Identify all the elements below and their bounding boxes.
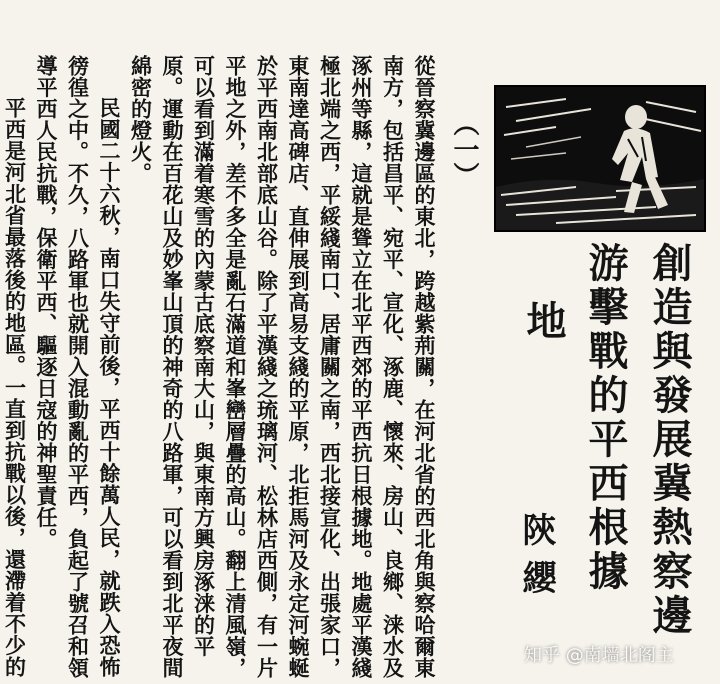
article-body xyxy=(2,55,440,680)
woodcut-illustration xyxy=(494,85,706,232)
paragraph-1: 從晉察冀邊區的東北，跨越紫荊關，在河北省的西北角與察哈爾東南方，包括昌平、宛平、宣化、涿鹿、懷來、房山、良鄉、涞水及涿州等縣，這就是聳立在北平西郊的平西抗日根據地。地處平漢綫極北端之西，平綏綫南口、居庸關之南，西北接宣化、出張家口，東南達高碑店、直伸展到高易支綫的平原，北拒馬河及永定河蜿蜒於平西南北部底山谷。除了平漢綫之琉璃河、松林店西側，有一片平地之外，差不多全是亂石滿道和峯巒層疊的高山。翻上清風嶺，可以看到滿着寒雪的內蒙古底察南大山，與東南方興房涿涞的平原。運動在百花山及妙峯山頂的神奇的八路軍，可以看到北平夜間綿密的燈火。 xyxy=(128,55,437,679)
article-title-line-1: 創造與發展冀熱察邊 xyxy=(646,242,693,638)
section-number: （一） xyxy=(449,110,479,188)
article-title-line-3: 地 xyxy=(520,300,567,344)
paragraph-3: 平西是河北省最落後的地區。一直到抗戰以後，還滯着不少的 xyxy=(2,97,28,678)
watermark: 知乎 @南墙北阁主 xyxy=(524,645,674,666)
woodcut-figure-icon xyxy=(496,87,704,230)
article-title-line-2: 游擊戰的平西根據 xyxy=(582,242,629,594)
paragraph-2: 民國二十六秋，南口失守前後，平西十餘萬人民，就跌入恐怖徬徨之中。不久，八路軍也就開入混動亂的平西，負起了號召和領導平西人民抗戰，保衛平西、驅逐日寇的神聖責任。 xyxy=(34,55,122,679)
article-author: 陝纓 xyxy=(516,512,556,608)
